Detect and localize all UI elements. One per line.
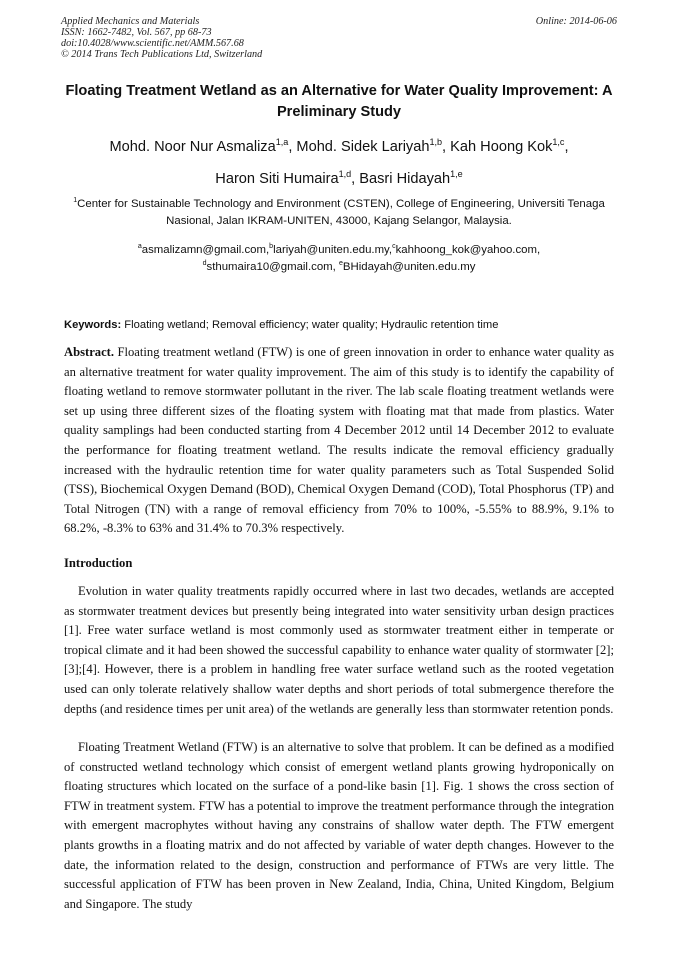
journal-issn: ISSN: 1662-7482, Vol. 567, pp 68-73 [61, 27, 212, 38]
email-address: kahhoong_kok@yahoo.com, [395, 244, 541, 256]
keywords [64, 317, 618, 333]
email-superscript: d [202, 260, 207, 268]
author-separator: , [564, 139, 569, 155]
email-address: asmalizamn@gmail.com, [141, 244, 270, 256]
section-heading-introduction: Introduction [64, 556, 133, 570]
online-date: Online: 2014-06-06 [535, 16, 617, 27]
author-superscript: 1,b [429, 137, 443, 148]
author-line-1 [60, 131, 618, 163]
journal-name: Applied Mechanics and Materials [61, 16, 200, 27]
author-superscript: 1,e [450, 169, 463, 180]
affiliation-superscript: 1 [73, 197, 78, 205]
email-superscript: c [392, 243, 396, 251]
author-list [60, 131, 618, 195]
author-name: Mohd. Noor Nur Asmaliza [109, 139, 276, 155]
email-superscript: a [137, 243, 142, 251]
author-separator: , [442, 139, 451, 155]
abstract-label: Abstract. [64, 345, 115, 359]
journal-doi: doi:10.4028/www.scientific.net/AMM.567.68 [61, 38, 244, 49]
author-name: Mohd. Sidek Lariyah [296, 139, 430, 155]
email-line-2 [64, 259, 614, 276]
keywords-text: Floating wetland; Removal efficiency; water quality; Hydraulic retention time [121, 319, 499, 331]
affiliation [64, 196, 614, 230]
journal-info [61, 16, 262, 60]
introduction-paragraph: Evolution in water quality treatments rapidly occurred where in last two decades, wetlands are accepted as stormwater treatment devices but presently being integrated into water sensitivity urban design practices [1]. Free water surface wetland is most commonly used as stormwater treatment either in temperate or tropical climate and it had been showed the successful capability to enhance water quality of stormwater [2];[3];[4]. However, there is a problem in handling free water surface wetland such as the rooted vegetation used can only tolerate relatively shallow water depths and short periods of total submergence therefore the depths (and residence times per unit area) of the wetlands are generally less than stormwater retention ponds. [64, 584, 614, 716]
affiliation-text: Center for Sustainable Technology and Environment (CSTEN), College of Engineering, Universiti Tenaga Nasional, Jalan IKRAM-UNITEN, 43000, Kajang Selangor, Malaysia. [77, 198, 605, 227]
author-separator: , [351, 171, 360, 187]
email-line-1 [64, 242, 614, 259]
journal-copyright: © 2014 Trans Tech Publications Ltd, Switzerland [61, 49, 263, 60]
email-address: sthumaira10@gmail.com, [206, 261, 339, 273]
paper-title: Floating Treatment Wetland as an Alternative for Water Quality Improvement: A Preliminary Study [65, 83, 613, 120]
author-superscript: 1,c [552, 137, 565, 148]
author-line-2 [60, 163, 618, 195]
keywords-label: Keywords: [64, 319, 122, 331]
author-emails [64, 242, 614, 276]
author-superscript: 1,a [275, 137, 289, 148]
author-name: Kah Hoong Kok [450, 139, 553, 155]
author-name: Basri Hidayah [359, 171, 451, 187]
email-address: BHidayah@uniten.edu.my [342, 261, 476, 273]
introduction-paragraph: Floating Treatment Wetland (FTW) is an alternative to solve that problem. It can be defined as a modified of constructed wetland technology which consist of emergent wetland plants growing hydroponically on floating structures which located on the surface of a pond-like basin [1]. Fig. 1 shows the cross section of FTW in treatment system. FTW has a potential to improve the treatment performance through the integration with emergent macrophytes without having any constrains of shallow water depth. The FTW emergent plants growths in a floating matrix and do not affected by variable of water depth changes. However to the date, the information related to the design, construction and performance of FTWs are very little. The successful application of FTW has been proven in New Zealand, India, China, United Kingdom, Belgium and Singapore. The study [64, 740, 614, 911]
author-separator: , [288, 139, 297, 155]
email-address: lariyah@uniten.edu.my, [273, 244, 393, 256]
email-superscript: b [269, 243, 274, 251]
abstract-text: Floating treatment wetland (FTW) is one of green innovation in order to enhance water quality as an alternative treatment for water quality improvement. The aim of this study is to identify the capability of floating wetland to remove stormwater pollutant in the river. The lab scale floating treatment wetlands were set up using three different sizes of the floating system with floating mat that made from plastics. Water quality samplings had been conducted starting from 4 December 2012 until 14 December 2012 to evaluate the performance for floating treatment wetland. The results indicate the removal efficiency gradually increased with the hydraulic retention time for water quality parameters such as Total Suspended Solid (TSS), Biochemical Oxygen Demand (BOD), Chemical Oxygen Demand (COD), Total Phosphorus (TP) and Total Nitrogen (TN) with a range of removal efficiency from 70% to 100%, -5.55% to 88.9%, 9.1% to 68.2%, -8.3% to 63% and 31.4% to 70.3% respectively. [64, 345, 614, 536]
abstract [64, 343, 614, 539]
author-superscript: 1,d [338, 169, 352, 180]
author-name: Haron Siti Humaira [215, 171, 339, 187]
email-superscript: e [338, 260, 343, 268]
